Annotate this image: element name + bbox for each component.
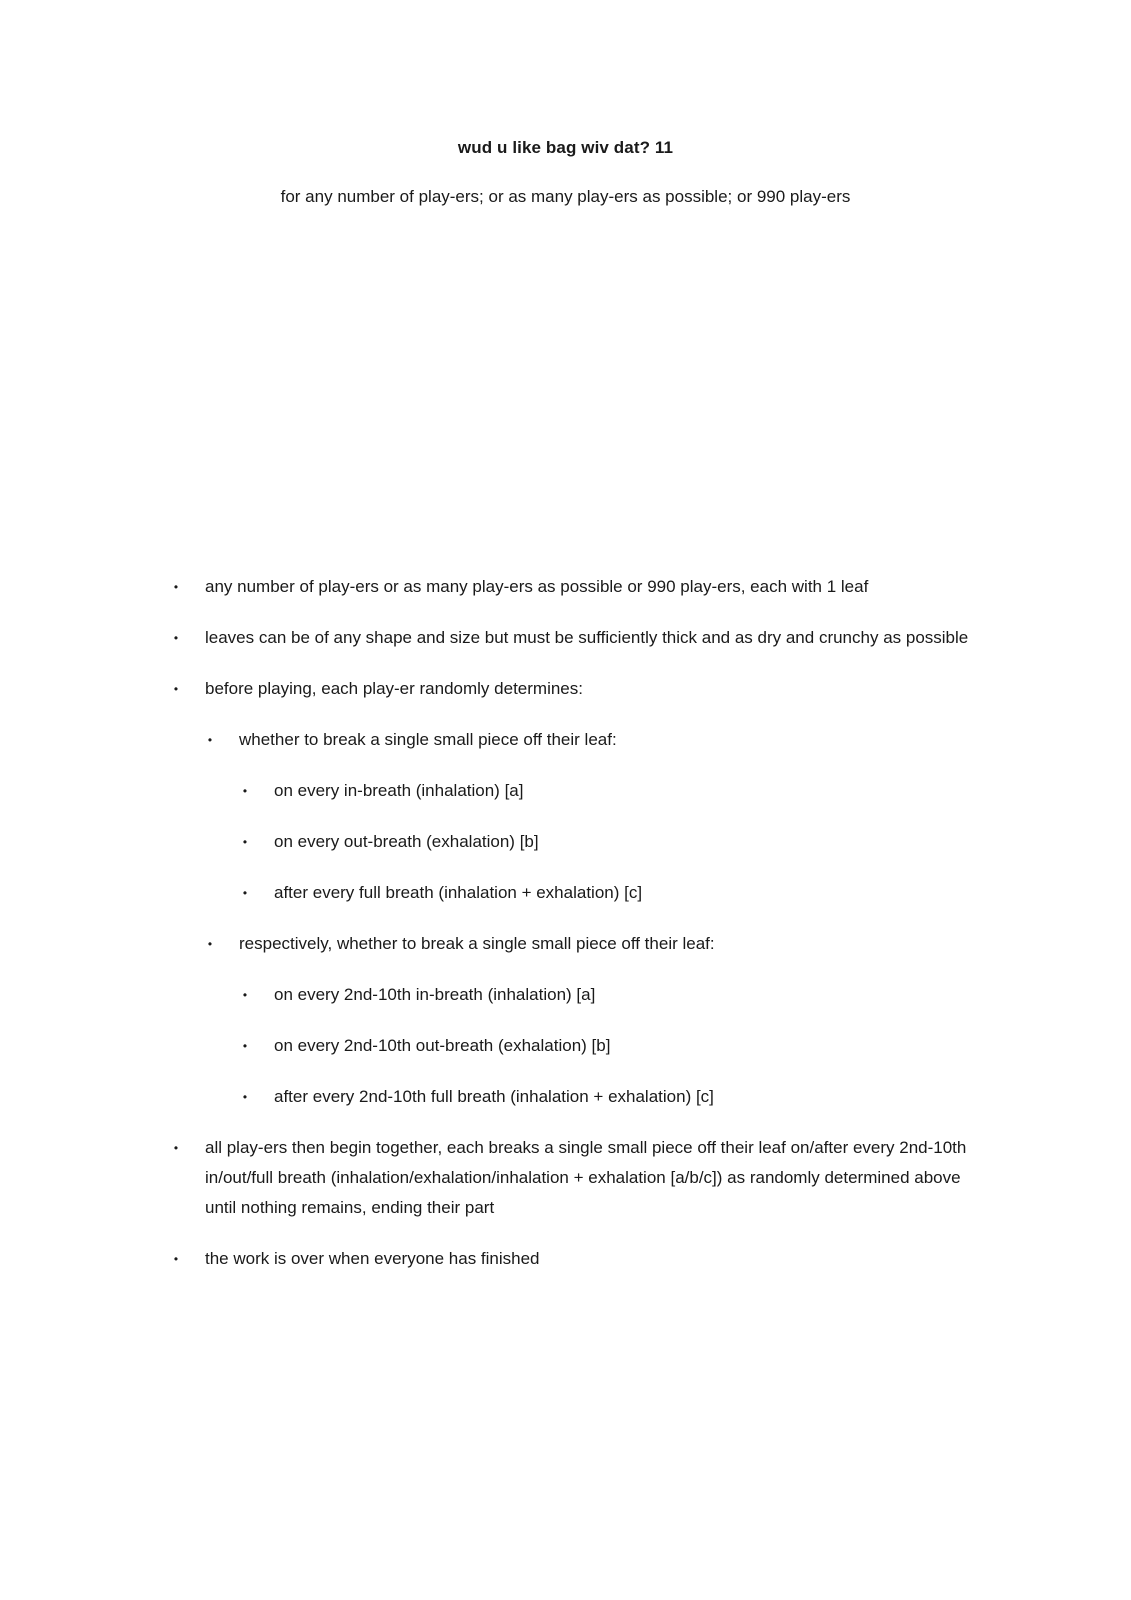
list-item	[0, 725, 979, 755]
list-item-text: leaves can be of any shape and size but must be sufficiently thick and as dry and crunchy as possible	[205, 628, 969, 647]
list-item-text: on every 2nd-10th in-breath (inhalation) [a]	[274, 985, 596, 1004]
bullet-icon: •	[207, 937, 213, 951]
bullet-icon: •	[207, 733, 213, 747]
bullet-icon: •	[242, 784, 248, 798]
bullet-icon: •	[173, 631, 179, 645]
list-item-text: on every out-breath (exhalation) [b]	[274, 832, 539, 851]
list-item-text: before playing, each play-er randomly determines:	[205, 679, 583, 698]
list-item	[0, 1082, 974, 1112]
bullet-icon: •	[173, 1252, 179, 1266]
list-item-text: all play-ers then begin together, each breaks a single small piece off their leaf on/after every 2nd-10th in/out/full breath (inhalation/exhalation/inhalation + exhalation [a/b/c]) as randomly determined above until nothing remains, ending their part	[205, 1138, 967, 1217]
bullet-icon: •	[242, 835, 248, 849]
bullet-icon: •	[173, 580, 179, 594]
list-item	[0, 878, 974, 908]
list-item	[0, 776, 974, 806]
list-item	[0, 1031, 974, 1061]
list-item	[0, 929, 979, 959]
list-item-text: the work is over when everyone has finished	[205, 1249, 540, 1268]
list-item	[0, 572, 985, 602]
instruction-list	[0, 572, 1131, 1295]
list-item-text: on every 2nd-10th out-breath (exhalation) [b]	[274, 1036, 611, 1055]
list-item	[0, 1133, 985, 1223]
list-item	[0, 827, 974, 857]
list-item-text: after every full breath (inhalation + exhalation) [c]	[274, 883, 643, 902]
bullet-icon: •	[242, 1090, 248, 1104]
bullet-icon: •	[173, 682, 179, 696]
document-subtitle: for any number of play-ers; or as many play-ers as possible; or 990 play-ers	[280, 187, 851, 206]
list-item	[0, 1244, 985, 1274]
bullet-icon: •	[173, 1141, 179, 1155]
list-item-text: after every 2nd-10th full breath (inhalation + exhalation) [c]	[274, 1087, 714, 1106]
list-item	[0, 980, 974, 1010]
bullet-icon: •	[242, 886, 248, 900]
list-item-text: any number of play-ers or as many play-ers as possible or 990 play-ers, each with 1 leaf	[205, 577, 869, 596]
bullet-icon: •	[242, 988, 248, 1002]
list-item-text: on every in-breath (inhalation) [a]	[274, 781, 524, 800]
list-item-text: respectively, whether to break a single small piece off their leaf:	[239, 934, 715, 953]
list-item	[0, 623, 985, 653]
bullet-icon: •	[242, 1039, 248, 1053]
document-title: wud u like bag wiv dat? 11	[457, 138, 674, 157]
list-item	[0, 674, 985, 704]
list-item-text: whether to break a single small piece off their leaf:	[239, 730, 617, 749]
